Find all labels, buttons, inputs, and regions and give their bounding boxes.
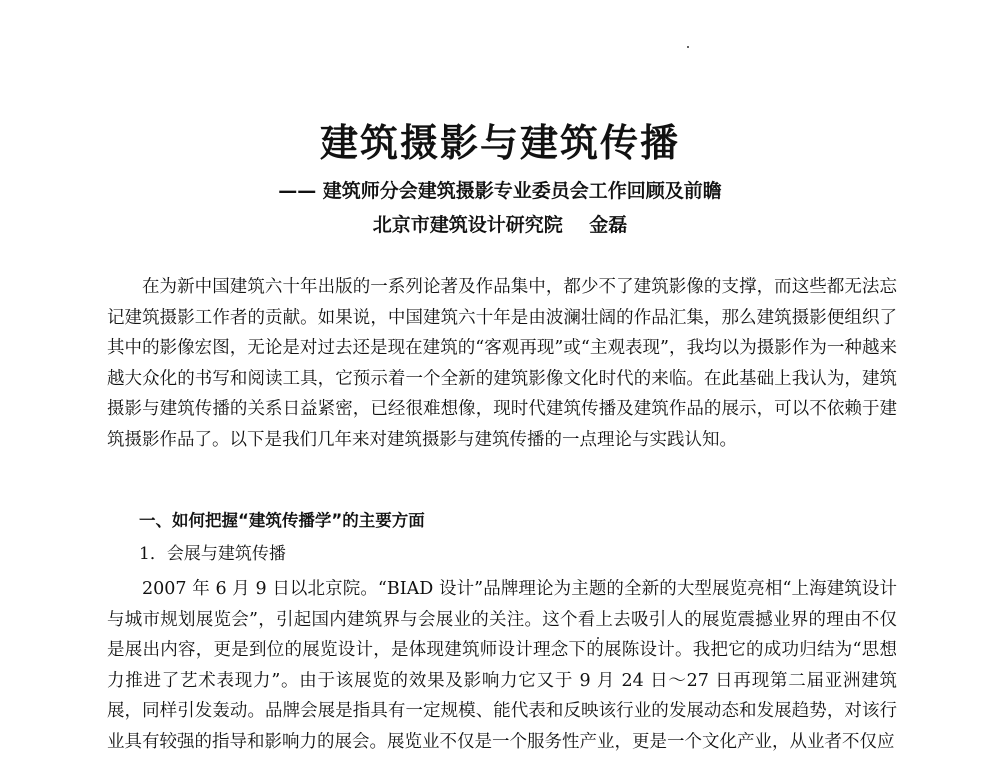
scan-speck	[687, 46, 689, 48]
article-subtitle: —— 建筑师分会建筑摄影专业委员会工作回顾及前瞻	[278, 180, 722, 202]
article-author: 北京市建筑设计研究院 金磊	[372, 214, 628, 236]
section-heading: 一、如何把握“建筑传播学”的主要方面	[139, 511, 425, 530]
intro-paragraph: 在为新中国建筑六十年出版的一系列论著及作品集中，都少不了建筑影像的支撑，而这些都无法忘记建筑摄影工作者的贡献。如果说，中国建筑六十年是由波澜壮阔的作品汇集，那么建筑摄影便组织了其中的影像宏图，无论是对过去还是现在建筑的“客观再现”或“主观表现”，我均以为摄影作为一种越来越大众化的书写和阅读工具，它预示着一个全新的建筑影像文化时代的来临。在此基础上我认为，建筑摄影与建筑传播的关系日益紧密，已经很难想像，现时代建筑传播及建筑作品的展示，可以不依赖于建筑摄影作品了。以下是我们几年来对建筑摄影与建筑传播的一点理论与实践认知。	[107, 277, 897, 450]
article-title: 建筑摄影与建筑传播	[319, 121, 680, 165]
subsection-heading: 1．会展与建筑传播	[139, 544, 286, 564]
section-paragraph: 2007 年 6 月 9 日以北京院。“BIAD 设计”品牌理论为主题的全新的大型展览亮相“上海建筑设计与城市规划展览会”，引起国内建筑界与会展业的关注。这个看上去吸引人的展览震撼业界的理由不仅是展出内容，更是到位的展览设计，是体现建筑师设计理念下的展陈设计。我把它的成功归结为“思想力推进了艺术表现力”。由于该展览的效果及影响力它又于 9 月 24 日～27 日再现第二届亚洲建筑展，同样引发轰动。品牌会展是指具有一定规模、能代表和反映该行业的发展动态和发展趋势，对该行业具有较强的指导和影响力的展会。展览业不仅是一个服务性产业，更是一个文化产业，从业者不仅应	[107, 579, 897, 752]
